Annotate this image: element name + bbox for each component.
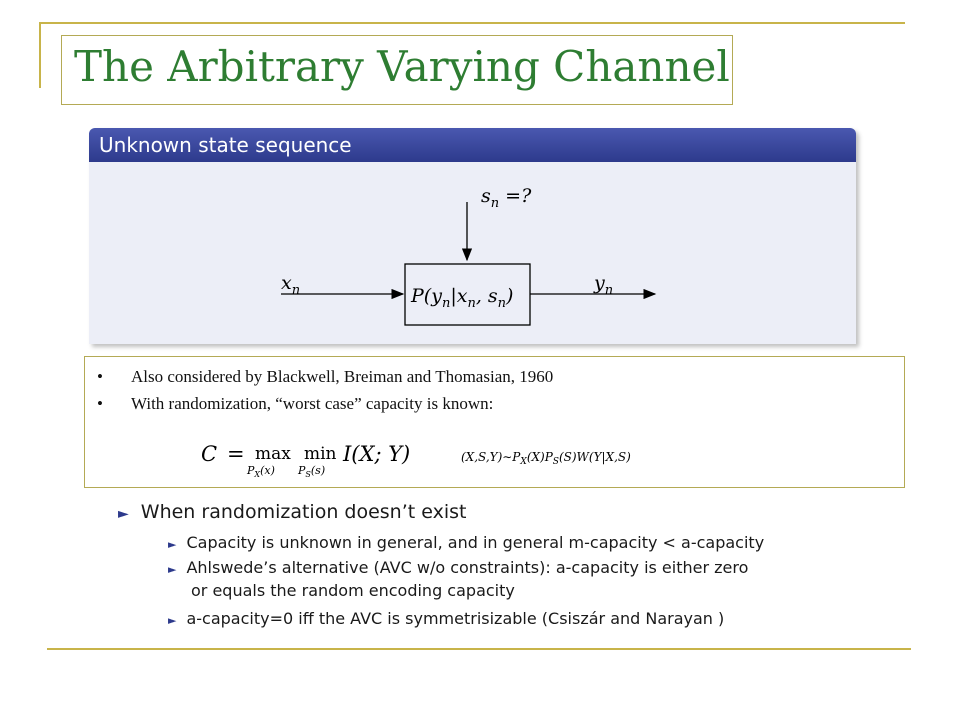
svg-text:min: min xyxy=(304,444,337,464)
channel-box-label: $P(y_n|x_n$, $s_n$) xyxy=(411,285,514,311)
lower-list xyxy=(0,495,960,645)
capacity-formula xyxy=(85,357,904,487)
bottom-accent-line xyxy=(47,648,911,650)
lower-heading-text: When randomization doesn’t exist xyxy=(140,501,467,523)
lower-item-1 xyxy=(168,533,764,552)
triangle-bullet-icon: ► xyxy=(168,538,177,551)
triangle-bullet-icon: ► xyxy=(168,614,177,627)
svg-text:max: max xyxy=(255,444,291,464)
bullet-dot-icon: • xyxy=(97,367,103,386)
top-accent-line xyxy=(39,22,905,24)
channel-diagram xyxy=(89,162,856,344)
note-bullet-1-text: Also considered by Blackwell, Breiman and Thomasian, 1960 xyxy=(131,367,554,386)
note-box xyxy=(84,356,905,488)
svg-text:C: C xyxy=(201,442,218,466)
lower-heading xyxy=(118,501,466,523)
svg-text:I(X; Y): I(X; Y) xyxy=(343,442,411,466)
beamer-block xyxy=(89,128,856,344)
left-accent-line xyxy=(39,22,41,88)
output-label: $y_n$ xyxy=(594,272,614,298)
triangle-bullet-icon: ► xyxy=(168,563,177,576)
block-header: Unknown state sequence xyxy=(89,128,856,162)
lower-item-2-cont xyxy=(191,581,515,600)
lower-item-2-cont-text: or equals the random encoding capacity xyxy=(191,581,515,600)
svg-text:=: = xyxy=(227,442,245,466)
lower-item-2-text: Ahlswede’s alternative (AVC w/o constraints): a-capacity is either zero xyxy=(186,558,749,577)
lower-item-1-text: Capacity is unknown in general, and in general m-capacity < a-capacity xyxy=(186,533,765,552)
svg-text:PS(s): $P_S(s)$ xyxy=(298,464,326,479)
note-bullet-2-text: With randomization, “worst case” capacity is known: xyxy=(131,394,494,413)
lower-item-3-text: a-capacity=0 iff the AVC is symmetrisizable (Csiszár and Narayan ) xyxy=(186,609,725,628)
lower-item-2 xyxy=(168,558,748,577)
slide-title: The Arbitrary Varying Channel xyxy=(74,42,730,91)
state-label: $s_n$ =? xyxy=(481,185,532,211)
svg-text:PX(x): $P_X(x)$ xyxy=(247,464,275,479)
triangle-bullet-icon: ► xyxy=(118,506,129,522)
bullet-dot-icon: • xyxy=(97,394,103,413)
lower-item-3 xyxy=(168,609,724,628)
title-box xyxy=(61,35,733,105)
svg-text:(X,S,Y)∼PX(X)PS(S)W(Y|X,S): $(X,S,Y)\sim P_X(X)P_S(S)W(Y|X,S)$ xyxy=(461,450,631,467)
input-label: $x_n$ xyxy=(281,272,301,298)
